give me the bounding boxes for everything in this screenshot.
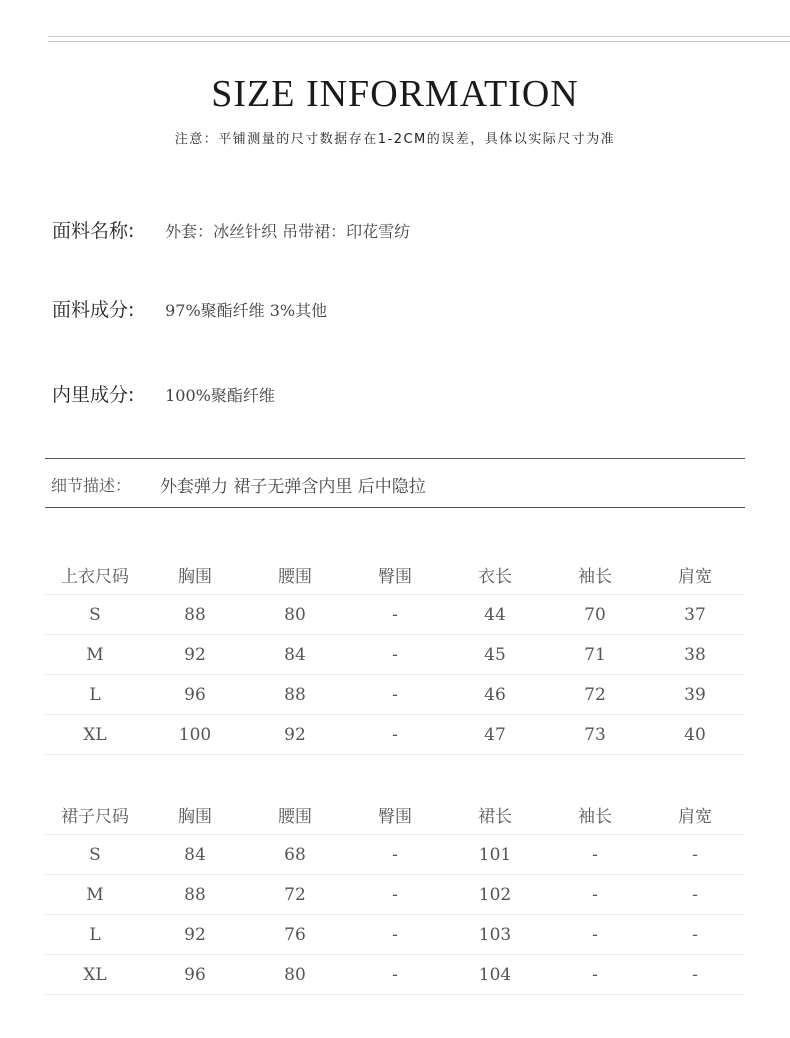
table-cell: 38 xyxy=(645,635,745,675)
table-cell: 72 xyxy=(245,875,345,915)
table-cell: - xyxy=(545,915,645,955)
fabric-name-label: 面料名称: xyxy=(52,220,135,242)
detail-description-box xyxy=(45,458,745,508)
lining-composition-label: 内里成分: xyxy=(52,384,135,406)
table-cell: 73 xyxy=(545,715,645,755)
table-cell: 88 xyxy=(245,675,345,715)
table-cell: - xyxy=(345,595,445,635)
table-cell: 44 xyxy=(445,595,545,635)
detail-description-label: 细节描述： xyxy=(51,476,132,495)
header-sleeve: 袖长 xyxy=(578,806,612,827)
header-shoulder: 肩宽 xyxy=(678,566,712,587)
lining-composition-row xyxy=(52,380,275,407)
table-cell: - xyxy=(545,875,645,915)
table-cell: M xyxy=(45,635,145,675)
table-cell: - xyxy=(345,875,445,915)
header-sleeve: 袖长 xyxy=(578,566,612,587)
table-row xyxy=(45,915,745,955)
header-size: 上衣尺码 xyxy=(61,566,129,587)
top-size-table xyxy=(45,554,745,755)
table-row xyxy=(45,835,745,875)
table-cell: 96 xyxy=(145,675,245,715)
table-cell: 103 xyxy=(445,915,545,955)
header-size: 裙子尺码 xyxy=(61,806,129,827)
header-shoulder: 肩宽 xyxy=(678,806,712,827)
table-cell: 104 xyxy=(445,955,545,995)
table-cell: 39 xyxy=(645,675,745,715)
header-bust: 胸围 xyxy=(178,566,212,587)
table-cell: M xyxy=(45,875,145,915)
table-row xyxy=(45,955,745,995)
table-cell: 88 xyxy=(145,595,245,635)
table-cell: 40 xyxy=(645,715,745,755)
table-cell: 76 xyxy=(245,915,345,955)
table-cell: - xyxy=(345,675,445,715)
table-cell: 96 xyxy=(145,955,245,995)
table-header-row xyxy=(45,554,745,595)
table-cell: 72 xyxy=(545,675,645,715)
header-bust: 胸围 xyxy=(178,806,212,827)
fabric-name-row xyxy=(52,216,410,243)
table-cell: - xyxy=(645,875,745,915)
table-cell: - xyxy=(645,955,745,995)
table-cell: - xyxy=(645,835,745,875)
table-cell: 80 xyxy=(245,595,345,635)
table-cell: - xyxy=(545,835,645,875)
table-cell: - xyxy=(345,635,445,675)
header-length: 裙长 xyxy=(478,806,512,827)
table-cell: XL xyxy=(45,955,145,995)
header-waist: 腰围 xyxy=(278,566,312,587)
table-cell: 80 xyxy=(245,955,345,995)
table-cell: 45 xyxy=(445,635,545,675)
table-cell: 92 xyxy=(145,915,245,955)
table-cell: 84 xyxy=(245,635,345,675)
table-cell: 88 xyxy=(145,875,245,915)
table-cell: 70 xyxy=(545,595,645,635)
table-cell: S xyxy=(45,835,145,875)
table-cell: 84 xyxy=(145,835,245,875)
detail-description-value: 外套弹力 裙子无弹含内里 后中隐拉 xyxy=(160,477,426,497)
top-divider-line-2 xyxy=(48,41,790,42)
table-cell: - xyxy=(345,715,445,755)
fabric-name-value: 外套：冰丝针织 吊带裙：印花雪纺 xyxy=(165,222,411,241)
page-title: SIZE INFORMATION xyxy=(211,73,579,115)
table-cell: 102 xyxy=(445,875,545,915)
table-cell: L xyxy=(45,915,145,955)
header-hip: 臀围 xyxy=(378,566,412,587)
table-row xyxy=(45,595,745,635)
table-cell: - xyxy=(345,835,445,875)
table-cell: 47 xyxy=(445,715,545,755)
fabric-composition-value: 97%聚酯纤维 3%其他 xyxy=(165,301,328,320)
table-row xyxy=(45,675,745,715)
table-row xyxy=(45,635,745,675)
lining-composition-value: 100%聚酯纤维 xyxy=(165,386,275,405)
table-cell: 37 xyxy=(645,595,745,635)
table-row xyxy=(45,715,745,755)
table-cell: - xyxy=(545,955,645,995)
header-length: 衣长 xyxy=(478,566,512,587)
table-row xyxy=(45,875,745,915)
table-cell: XL xyxy=(45,715,145,755)
table-cell: S xyxy=(45,595,145,635)
top-divider-line xyxy=(48,36,790,37)
header-hip: 臀围 xyxy=(378,806,412,827)
table-cell: 46 xyxy=(445,675,545,715)
table-cell: 92 xyxy=(145,635,245,675)
measurement-note: 注意：平铺测量的尺寸数据存在1-2CM的误差，具体以实际尺寸为准 xyxy=(174,132,616,147)
table-cell: - xyxy=(645,915,745,955)
table-cell: 101 xyxy=(445,835,545,875)
table-cell: 92 xyxy=(245,715,345,755)
fabric-composition-row xyxy=(52,295,327,322)
table-cell: - xyxy=(345,955,445,995)
table-cell: - xyxy=(345,915,445,955)
table-cell: L xyxy=(45,675,145,715)
table-cell: 100 xyxy=(145,715,245,755)
table-cell: 71 xyxy=(545,635,645,675)
header-waist: 腰围 xyxy=(278,806,312,827)
fabric-composition-label: 面料成分: xyxy=(52,299,135,321)
table-header-row xyxy=(45,794,745,835)
table-cell: 68 xyxy=(245,835,345,875)
skirt-size-table xyxy=(45,794,745,995)
